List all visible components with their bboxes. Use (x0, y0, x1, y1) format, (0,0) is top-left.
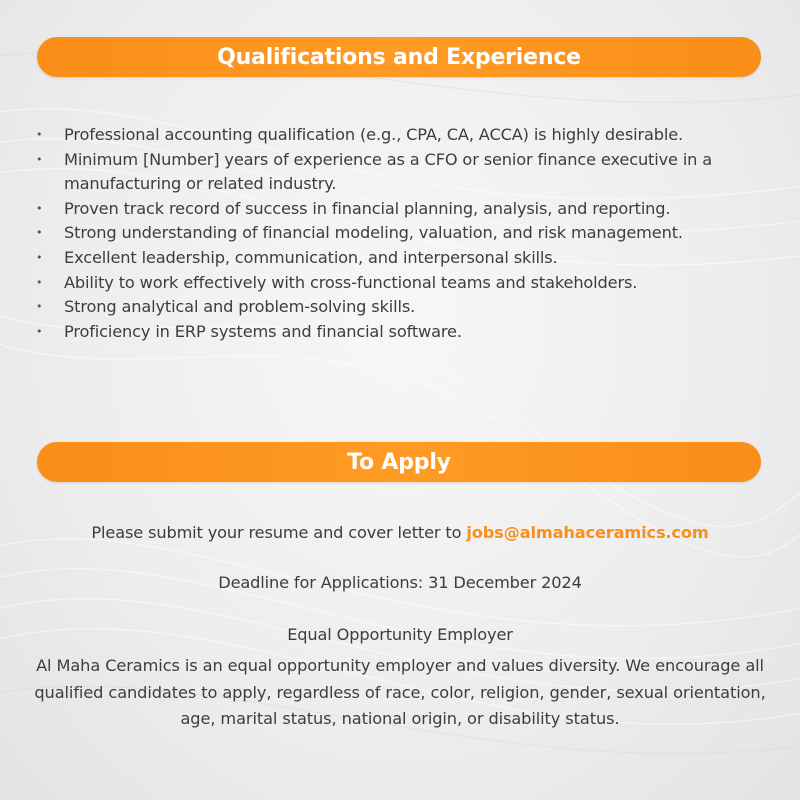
qualification-item: • Proficiency in ERP systems and financial software. (36, 320, 766, 345)
qualifications-banner (37, 37, 761, 77)
qualification-item: • Excellent leadership, communication, and interpersonal skills. (36, 246, 766, 271)
submit-instructions (0, 523, 800, 542)
qualification-item: • Ability to work effectively with cross-functional teams and stakeholders. (36, 271, 766, 296)
equal-opportunity-statement: Al Maha Ceramics is an equal opportunity employer and values diversity. We encourage all qualified candidates to apply, regardless of race, color, religion, gender, sexual orientation, age, marital status, national origin, or disability status. (34, 656, 766, 728)
qualification-item: • Professional accounting qualification (e.g., CPA, CA, ACCA) is highly desirable. (36, 123, 766, 148)
qualifications-title: Qualifications and Experience (217, 44, 581, 70)
qualification-item: • Minimum [Number] years of experience as a CFO or senior finance executive in a manufacturing or related industry. (36, 148, 766, 197)
qualification-item: • Strong understanding of financial modeling, valuation, and risk management. (36, 221, 766, 246)
application-deadline: Deadline for Applications: 31 December 2024 (218, 573, 582, 592)
to-apply-title: To Apply (347, 449, 451, 475)
qualification-item: • Strong analytical and problem-solving skills. (36, 295, 766, 320)
qualification-item: • Proven track record of success in financial planning, analysis, and reporting. (36, 197, 766, 222)
email-link[interactable]: jobs@almahaceramics.com (466, 523, 709, 542)
qualifications-list (36, 123, 766, 344)
submit-text: Please submit your resume and cover letter to (91, 523, 462, 542)
equal-opportunity-heading: Equal Opportunity Employer (287, 625, 513, 644)
to-apply-banner (37, 442, 761, 482)
